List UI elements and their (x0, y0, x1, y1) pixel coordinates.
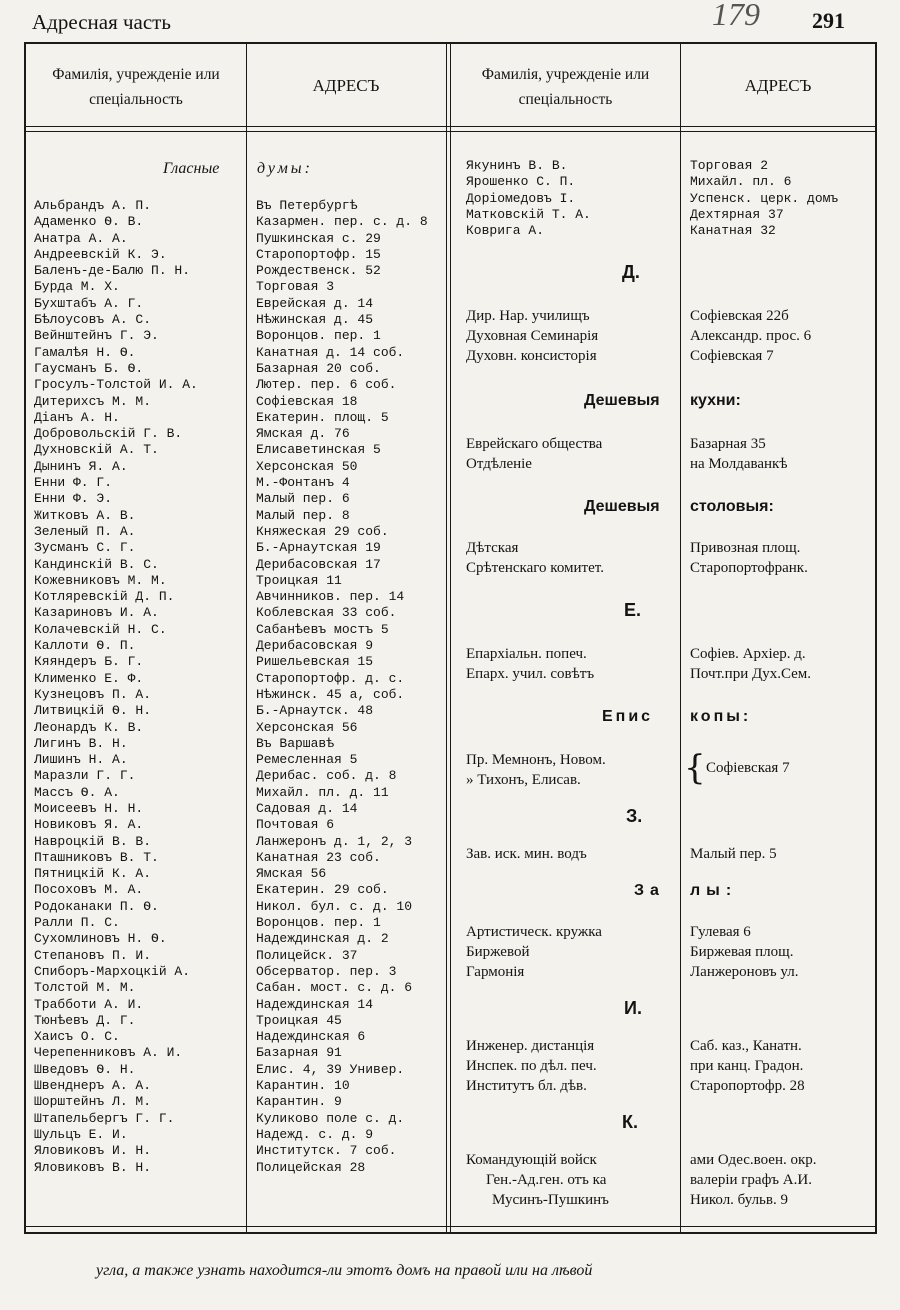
member-name: Лигинъ В. Н. (34, 735, 128, 751)
member-address: Ремесленная 5 (256, 752, 358, 768)
member-name: Гаусманъ Б. Ѳ. (34, 360, 144, 376)
d-name-list (466, 306, 598, 366)
list-item: Гулевая 6 (690, 924, 751, 940)
member-address: Дерибас. соб. д. 8 (256, 768, 397, 784)
member-address: Сабанѣевъ мостъ 5 (256, 621, 389, 637)
canteen-name-list (466, 538, 604, 578)
brace-glyph: { (684, 748, 706, 788)
member-name: Толстой М. М. (34, 980, 136, 996)
member-name: Добровольскій Г. В. (34, 426, 183, 442)
member-address: Надеждинская 6 (256, 1029, 366, 1045)
member-name: Кандинскій В. С. (34, 556, 159, 572)
heading-bishops-b: копы: (690, 708, 752, 725)
member-address: Софіевская 18 (256, 393, 358, 409)
letter-heading-i: И. (624, 998, 642, 1018)
member-name-list (34, 198, 246, 1176)
list-item: Ярошенко С. П. (466, 174, 576, 190)
member-name: Массъ Ѳ. А. (34, 784, 120, 800)
section-label-dumy: думы: (257, 160, 313, 177)
list-item: Михайл. пл. 6 (690, 174, 792, 190)
member-name: Пятницкій К. А. (34, 866, 152, 882)
member-address: Авчинников. пер. 14 (256, 589, 405, 605)
list-item: » Тихонъ, Елисав. (466, 772, 581, 788)
left-border (24, 42, 26, 1234)
column-header-name-right: Фамилія, учрежденіе или спеціальность (481, 66, 650, 108)
member-name: Гросулъ-Толстой И. А. (34, 377, 198, 393)
list-item: Канатная 32 (690, 223, 776, 239)
list-item: Почт.при Дух.Сем. (690, 666, 812, 682)
member-address: Херсонская 50 (256, 458, 358, 474)
member-address: Почтовая 6 (256, 817, 335, 833)
list-item: при канц. Градон. (690, 1058, 804, 1074)
list-item: Епархіальн. попеч. (466, 646, 587, 662)
member-address: Воронцов. пер. 1 (256, 915, 381, 931)
heading-cheap-canteens-b: столовыя: (690, 498, 774, 515)
member-name: Сухомлиновъ Н. Ѳ. (34, 931, 167, 947)
heading-cheap-kitchens-b: кухни: (690, 392, 741, 409)
list-item: Биржевая площ. (690, 944, 794, 960)
i-name-list (466, 1036, 597, 1096)
member-address: Никол. бул. с. д. 10 (256, 898, 413, 914)
list-item: на Молдаванкѣ (690, 456, 788, 472)
member-name: Альбрандъ А. П. (34, 198, 152, 213)
member-address: Михайл. пл. д. 11 (256, 784, 389, 800)
member-address: Канатная д. 14 соб. (256, 344, 405, 360)
list-item: Коврига А. (466, 223, 545, 239)
member-name: Духновскій А. Т. (34, 442, 159, 458)
member-address: Лютер. пер. 6 соб. (256, 377, 397, 393)
member-name: Енни Ф. Г. (34, 475, 113, 491)
member-name: Андреевскій К. Э. (34, 246, 167, 262)
member-name: Лишинъ Н. А. (34, 752, 128, 768)
right-border (875, 42, 877, 1234)
list-item: валеріи графъ А.И. (690, 1172, 812, 1188)
member-name: Швенднеръ А. А. (34, 1078, 152, 1094)
member-name: Шульцъ Е. И. (34, 1126, 128, 1142)
list-item: Саб. каз., Канатн. (690, 1038, 802, 1054)
member-address: Рождественск. 52 (256, 263, 381, 279)
list-item: Инженер. дистанція (466, 1038, 595, 1054)
member-address: Обсерватор. пер. 3 (256, 963, 397, 979)
member-address: Базарная 91 (256, 1045, 342, 1061)
member-name: Посоховъ М. А. (34, 882, 144, 898)
member-name: Трабботи А. И. (34, 996, 144, 1012)
d-address-list (690, 306, 811, 366)
member-name: Спиборъ-Мархоцкій А. (34, 963, 191, 979)
member-address: Въ Петербургѣ (256, 198, 358, 213)
member-name: Яловиковъ И. Н. (34, 1143, 152, 1159)
member-address: Полицейская 28 (256, 1159, 366, 1175)
letter-heading-k: К. (622, 1112, 638, 1132)
member-name: Зусманъ С. Г. (34, 540, 136, 556)
member-address: Дерибасовская 17 (256, 556, 381, 572)
list-item: ами Одес.воен. окр. (690, 1152, 817, 1168)
list-item: Епарх. учил. совѣтъ (466, 666, 595, 682)
member-address: Карантин. 9 (256, 1094, 342, 1110)
member-name: Степановъ П. И. (34, 947, 152, 963)
member-address: Екатерин. площ. 5 (256, 409, 389, 425)
member-name: Тюнѣевъ Д. Г. (34, 1012, 136, 1028)
member-name: Шорштейнъ Л. М. (34, 1094, 152, 1110)
list-item: Биржевой (466, 944, 530, 960)
top-address-list (690, 158, 874, 239)
list-item: Отдѣленіе (466, 456, 532, 472)
list-item: Дехтярная 37 (690, 206, 784, 222)
member-name: Литвицкій Ѳ. Н. (34, 703, 152, 719)
letter-heading-z: З. (626, 806, 643, 826)
member-address: Херсонская 56 (256, 719, 358, 735)
member-name: Штапельбергъ Г. Г. (34, 1110, 175, 1126)
member-name: Моисеевъ Н. Н. (34, 800, 144, 816)
member-name: Новиковъ Я. А. (34, 817, 144, 833)
heading-cheap-kitchens-a: Дешевыя (584, 392, 660, 409)
list-item: Духовн. консисторія (466, 348, 597, 364)
divider-1 (246, 42, 247, 1234)
member-address: М.-Фонтанъ 4 (256, 475, 350, 491)
heading-halls-b: лы: (690, 882, 738, 899)
member-name: Яловиковъ В. Н. (34, 1159, 152, 1175)
member-address: Полицейск. 37 (256, 947, 358, 963)
member-name: Котляревскій Д. П. (34, 589, 175, 605)
member-address: Надеждинская 14 (256, 996, 374, 1012)
member-name: Бѣлоусовъ А. С. (34, 312, 152, 328)
list-item: Старопортофр. 28 (690, 1078, 805, 1094)
member-address: Институтск. 7 соб. (256, 1143, 397, 1159)
member-address: Малый пер. 6 (256, 491, 350, 507)
heading-halls-a: За (634, 882, 665, 899)
letter-heading-e: Е. (624, 600, 642, 620)
bishop-name-list (466, 750, 606, 790)
member-address: Ямская 56 (256, 866, 327, 882)
column-header-address-left: АДРЕСЪ (312, 76, 380, 95)
member-address: Нѣжинск. 45 а, соб. (256, 686, 405, 702)
list-item: Артистическ. кружка (466, 924, 602, 940)
list-item: Софіевская 7 (690, 348, 774, 364)
member-address: Ямская д. 76 (256, 426, 350, 442)
member-name: Черепенниковъ А. И. (34, 1045, 183, 1061)
member-address: Карантин. 10 (256, 1078, 350, 1094)
bishop-address: Софіевская 7 (706, 760, 790, 776)
member-address: Дерибасовская 9 (256, 638, 374, 654)
member-name: Шведовъ Ѳ. Н. (34, 1061, 136, 1077)
member-address: Въ Варшавѣ (256, 735, 335, 751)
member-address-list (256, 198, 446, 1176)
e-name-list (466, 644, 594, 684)
list-item: Ген.-Ад.ген. отъ ка (486, 1172, 607, 1188)
list-item: Базарная 35 (690, 436, 766, 452)
top-name-list (466, 158, 678, 239)
page-running-title: Адресная часть (32, 10, 171, 34)
kitchen-address-list (690, 434, 787, 474)
divider-3 (680, 42, 681, 1234)
member-address: Княжеская 29 соб. (256, 523, 389, 539)
list-item: Привозная площ. (690, 540, 801, 556)
member-address: Канатная 23 соб. (256, 849, 381, 865)
list-item: Софіев. Архіер. д. (690, 646, 806, 662)
member-address: Пушкинская с. 29 (256, 230, 381, 246)
member-name: Анатра А. А. (34, 230, 128, 246)
member-address: Куликово поле с. д. (256, 1110, 405, 1126)
letter-heading-d: Д. (622, 262, 640, 282)
member-name: Діанъ А. Н. (34, 409, 120, 425)
member-name: Кяяндеръ Б. Г. (34, 654, 144, 670)
member-address: Нѣжинская д. 45 (256, 312, 374, 328)
k-name-list (466, 1150, 609, 1210)
center-divider-a (446, 42, 447, 1234)
member-name: Ралли П. С. (34, 915, 120, 931)
member-address: Б.-Арнаутск. 48 (256, 703, 374, 719)
list-item: Матковскій Т. А. (466, 206, 591, 222)
list-item: Еврейскаго общества (466, 436, 603, 452)
member-name: Бурда М. Х. (34, 279, 120, 295)
handwritten-number: 179 (712, 0, 760, 32)
member-address: Старопортофр. 15 (256, 246, 381, 262)
list-item: Срѣтенскаго комитет. (466, 560, 604, 576)
list-item: Доріомедовъ І. (466, 190, 576, 206)
member-address: Екатерин. 29 соб. (256, 882, 389, 898)
member-name: Родоканаки П. Ѳ. (34, 898, 159, 914)
list-item: Никол. бульв. 9 (690, 1192, 788, 1208)
z-address: Малый пер. 5 (690, 846, 777, 862)
member-name: Навроцкій В. В. (34, 833, 152, 849)
list-item: Духовная Семинарія (466, 328, 599, 344)
member-name: Казариновъ И. А. (34, 605, 159, 621)
member-address: Малый пер. 8 (256, 507, 350, 523)
member-name: Адаменко Ѳ. В. (34, 214, 144, 230)
list-item: Институтъ бл. дѣв. (466, 1078, 587, 1094)
member-address: Еврейская д. 14 (256, 295, 374, 311)
member-name: Баленъ-де-Балю П. Н. (34, 263, 191, 279)
list-item: Командующій войск (466, 1152, 597, 1168)
member-name: Дитерихсъ М. М. (34, 393, 152, 409)
member-address: Старопортофр. д. с. (256, 670, 405, 686)
member-address: Базарная 20 соб. (256, 360, 381, 376)
member-name: Маразли Г. Г. (34, 768, 136, 784)
member-address: Троицкая 11 (256, 572, 342, 588)
list-item: Гармонія (466, 964, 525, 980)
list-item: Мусинъ-Пушкинъ (492, 1192, 609, 1208)
hall-name-list (466, 922, 602, 982)
member-name: Гамалѣя Н. Ѳ. (34, 344, 136, 360)
member-address: Сабан. мост. с. д. 6 (256, 980, 413, 996)
list-item: Дир. Нар. училищъ (466, 308, 590, 324)
member-address: Надежд. с. д. 9 (256, 1126, 374, 1142)
list-item: Инспек. по дѣл. печ. (466, 1058, 597, 1074)
list-item: Торговая 2 (690, 158, 769, 173)
column-header-name-left: Фамилія, учрежденіе или спеціальность (52, 66, 220, 108)
member-address: Коблевская 33 соб. (256, 605, 397, 621)
hall-address-list (690, 922, 799, 982)
member-address: Елис. 4, 39 Универ. (256, 1061, 405, 1077)
i-address-list (690, 1036, 805, 1096)
member-name: Леонардъ К. В. (34, 719, 144, 735)
member-name: Пташниковъ В. Т. (34, 849, 159, 865)
list-item: Пр. Мемнонъ, Новом. (466, 752, 606, 768)
list-item: Александр. прос. 6 (690, 328, 812, 344)
member-address: Б.-Арнаутская 19 (256, 540, 381, 556)
z-name: Зав. иск. мин. водъ (466, 846, 587, 862)
heading-bishops-a: Епис (602, 708, 654, 725)
e-address-list (690, 644, 811, 684)
list-item: Старопортофранк. (690, 560, 808, 576)
member-address: Надеждинская д. 2 (256, 931, 389, 947)
list-item: Дѣтская (466, 540, 519, 556)
list-item: Софіевская 22б (690, 308, 789, 324)
member-address: Ланжеронъ д. 1, 2, 3 (256, 833, 413, 849)
member-name: Колачевскій Н. С. (34, 621, 167, 637)
member-address: Воронцов. пер. 1 (256, 328, 381, 344)
member-address: Троицкая 45 (256, 1012, 342, 1028)
member-name: Зеленый П. А. (34, 523, 136, 539)
member-name: Вейнштейнъ Г. Э. (34, 328, 159, 344)
member-name: Кузнецовъ П. А. (34, 686, 152, 702)
member-name: Енни Ф. Э. (34, 491, 113, 507)
canteen-address-list (690, 538, 808, 578)
list-item: Успенск. церк. домъ (690, 190, 839, 206)
list-item: Ланжероновъ ул. (690, 964, 799, 980)
member-name: Каллоти Ѳ. П. (34, 638, 136, 654)
k-address-list (690, 1150, 817, 1210)
center-divider-b (450, 42, 451, 1234)
footer-text: угла, а также узнать находится-ли этотъ домъ на правой или на лѣвой (96, 1262, 593, 1279)
column-header-address-right: АДРЕСЪ (744, 76, 812, 95)
member-name: Бухштабъ А. Г. (34, 295, 144, 311)
member-address: Ришельевская 15 (256, 654, 374, 670)
member-name: Кожевниковъ М. М. (34, 572, 167, 588)
member-name: Дынинъ Я. А. (34, 458, 128, 474)
kitchen-name-list (466, 434, 602, 474)
member-address: Елисаветинская 5 (256, 442, 381, 458)
section-label-glasnye: Гласные (163, 160, 220, 177)
member-name: Житковъ А. В. (34, 507, 136, 523)
member-address: Торговая 3 (256, 279, 335, 295)
heading-cheap-canteens-a: Дешевыя (584, 498, 660, 515)
member-name: Клименко Е. Ф. (34, 670, 144, 686)
list-item: Якунинъ В. В. (466, 158, 568, 173)
member-address: Казармен. пер. с. д. 8 (256, 214, 428, 230)
member-name: Хаисъ О. С. (34, 1029, 120, 1045)
member-address: Садовая д. 14 (256, 800, 358, 816)
page-number: 291 (812, 8, 845, 33)
